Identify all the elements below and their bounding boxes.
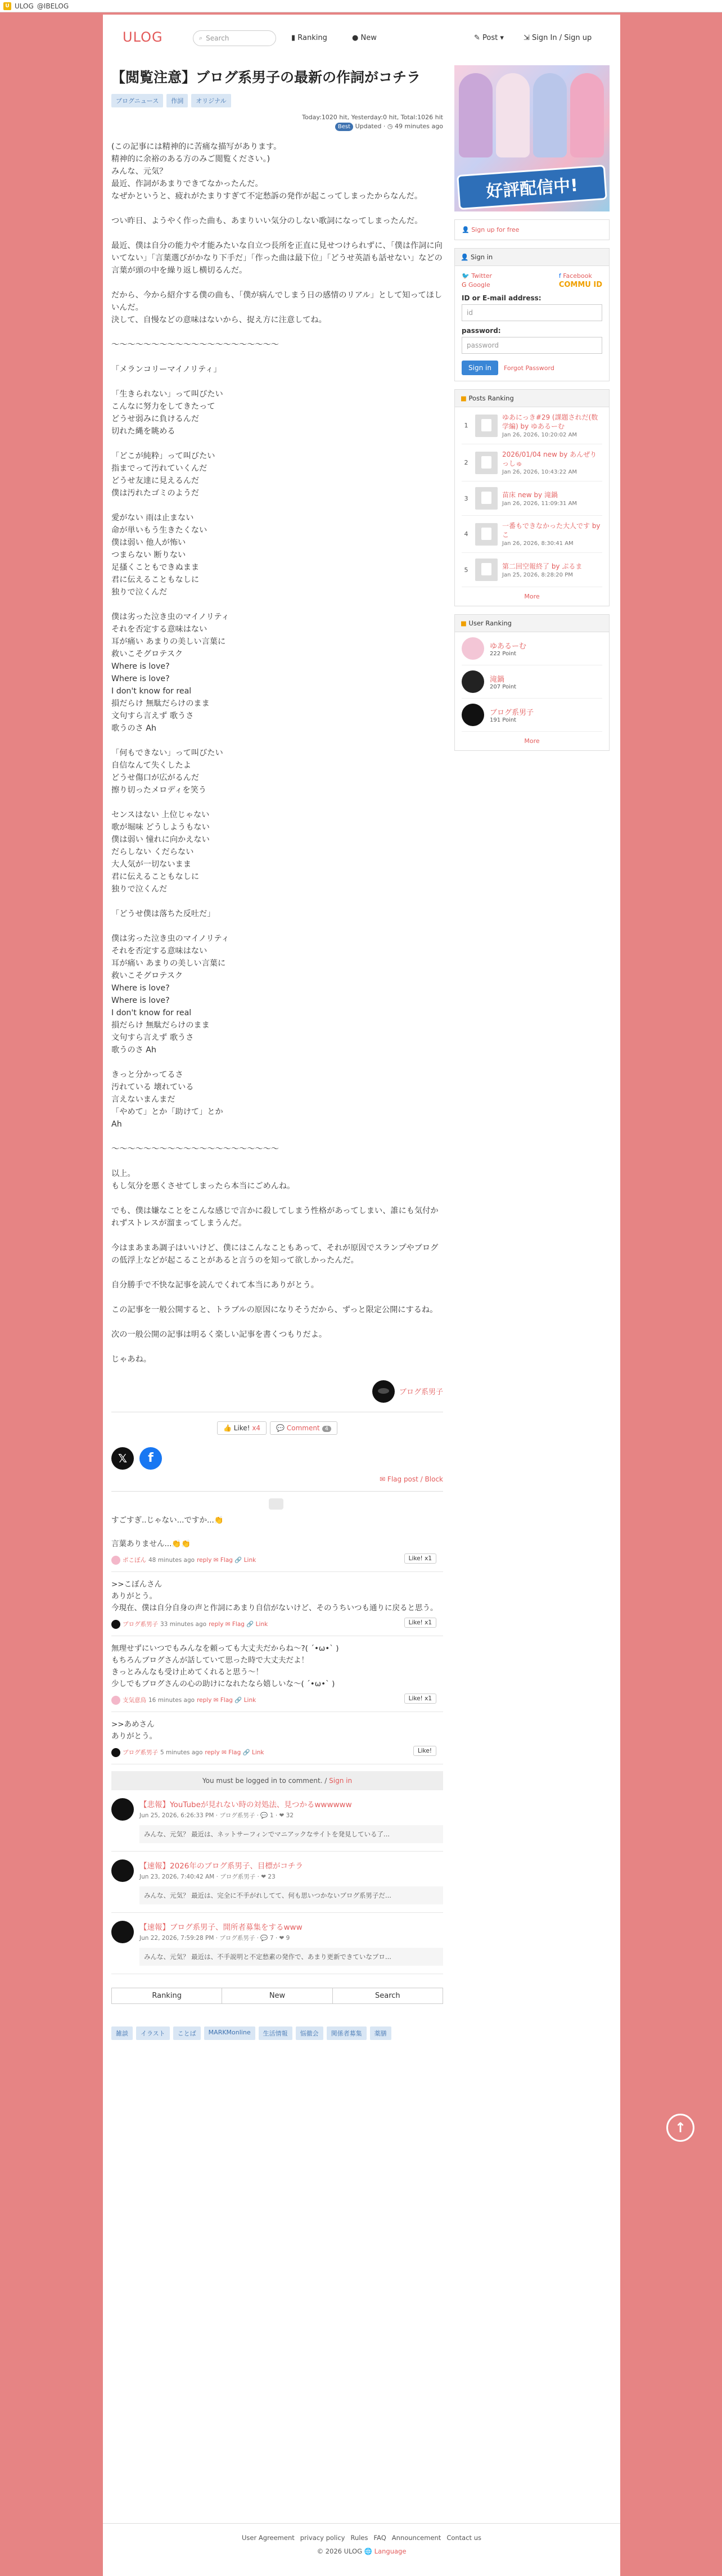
google-login[interactable]: G Google — [462, 281, 490, 289]
footer-link[interactable]: User Agreement — [242, 2534, 295, 2542]
comment-time: 5 minutes ago — [160, 1749, 203, 1756]
tab-ranking[interactable]: Ranking — [112, 1988, 222, 2003]
nav-post[interactable]: ✎ Post ▾ — [474, 34, 504, 42]
comment-time: 48 minutes ago — [148, 1556, 195, 1564]
post-thumbnail — [475, 523, 498, 546]
ranking-post-title[interactable]: 一番もできなかった大人です by こ — [502, 522, 601, 539]
twitter-icon: 🐦 — [462, 272, 470, 280]
article-paragraph: 以上。 もし気分を悪くさせてしまったら本当にごめんね。 — [111, 1169, 295, 1191]
nav-signin[interactable]: ⇲ Sign In / Sign up — [524, 34, 592, 42]
article-paragraph: だから、今から紹介する僕の曲も、「僕が病んでしまう日の感情のリアル」として知ってほしいんだ。 決して、自慢などの意味はないから、捉え方に注意してね。 — [111, 290, 443, 325]
user-avatar[interactable] — [462, 704, 484, 726]
password-label: password: — [462, 327, 501, 335]
user-avatar[interactable] — [462, 637, 484, 660]
posts-ranking-box — [454, 389, 610, 606]
signin-box — [454, 248, 610, 381]
forgot-password-link[interactable]: Forgot Password — [503, 364, 554, 372]
article-paragraph: (この記事には精神的に苦痛な描写があります。 精神的に余裕のある方のみご閲覧ください。) みんな、元気？ 最近、作詞があまりできてなかったんだ。 なぜかというと、疲れがたまりすぎて不定愁訴の発作が起こってしまったからなんだ。 — [111, 142, 423, 201]
game-banner[interactable] — [454, 65, 610, 211]
related-post[interactable] — [111, 1852, 443, 1913]
article-paragraph: きっと分かってるさ 汚れている 壊れている 言えないまんまだ 「やめて」とか「助けて」とか Ah — [111, 1070, 223, 1129]
tab-title[interactable]: ULOG — [15, 2, 34, 10]
x-share-icon[interactable]: 𝕏 — [111, 1447, 134, 1470]
user-points: 207 Point — [490, 684, 517, 690]
search-icon: ⌕ — [199, 34, 203, 42]
article-paragraph: 〜〜〜〜〜〜〜〜〜〜〜〜〜〜〜〜〜〜〜〜〜 — [111, 1144, 279, 1154]
rank-number: 3 — [464, 494, 468, 502]
comment-time: 16 minutes ago — [148, 1696, 195, 1704]
footer-link[interactable]: Contact us — [446, 2534, 481, 2542]
login-prompt: You must be logged in to comment. / Sign in — [111, 1771, 443, 1790]
related-title[interactable]: 【悲報】YouTubeが見れない時の対処法、見つかるwwwwww — [139, 1800, 352, 1809]
related-snippet: みんな、元気？ 最近は、不手説明と不定愁素の発作で、あまり更新できていなブロ... — [139, 1948, 443, 1966]
user-ranking-box — [454, 614, 610, 751]
post-actions — [111, 1421, 443, 1435]
site-logo[interactable]: ULOG — [123, 29, 163, 45]
commenter-avatar[interactable] — [111, 1748, 120, 1757]
posts-more-link[interactable]: More — [524, 593, 540, 600]
article-main — [111, 65, 443, 2040]
ranking-post-time: Jan 26, 2026, 11:09:31 AM — [502, 500, 577, 507]
author-box[interactable] — [111, 1380, 443, 1403]
ranking-post-item[interactable] — [462, 481, 602, 516]
ranking-post-time: Jan 26, 2026, 10:20:02 AM — [502, 432, 577, 438]
facebook-icon: f — [558, 272, 561, 280]
article-paragraph: 今はまあまあ調子はいいけど、僕にはこんなこともあって、それが原因でスランプやブログの低浮上などが起こることがあると言うのを知って欲しかったんだ。 — [111, 1243, 439, 1265]
ranking-user-item[interactable] — [462, 699, 602, 732]
article-meta: Today:1020 hit, Yesterday:0 hit, Total:1026 hit Best Updated · ◷ 49 minutes ago — [111, 113, 443, 132]
article-paragraph: でも、僕は嫌なことをこんな感じで言かに殺してしまう性格があってしまい、誰にも気付かれずストレスが溜まってしまうんだ。 — [111, 1206, 439, 1228]
comment-like-button[interactable]: Like! x1 — [404, 1618, 436, 1628]
facebook-share-icon[interactable]: f — [139, 1447, 162, 1470]
tag[interactable]: オリジナル — [191, 94, 231, 107]
article-paragraph: 自分勝手で不快な記事を読んでくれて本当にありがとう。 — [111, 1280, 319, 1290]
ranking-user-item[interactable] — [462, 632, 602, 665]
share-buttons — [111, 1447, 443, 1470]
related-meta: Jun 23, 2026, 7:40:42 AM · ブログ系男子 · ❤ 23 — [139, 1873, 276, 1880]
comment-item — [111, 1712, 443, 1764]
user-points: 191 Point — [490, 717, 517, 723]
comment-icon: 💬 — [276, 1424, 285, 1432]
comment-item — [111, 1508, 443, 1572]
comment-text: 無理せずにいつでもみんなを頼っても大丈夫だからね〜?( ´•ω•` ) もちろんブログさんが話していて思った時で大丈夫だよ！ きっとみんなも受け止めてくれると思う〜！ 少しでもブログさんの心の助けになれたなら嬉しいな〜( ´•ω•` ) — [111, 1643, 339, 1688]
article-paragraph: 次の一般公開の記事は明るく楽しい記事を書くつもりだよ。 — [111, 1330, 327, 1339]
best-badge: Best — [335, 123, 353, 131]
post-thumbnail — [475, 487, 498, 510]
clock-icon: ◷ — [387, 123, 393, 130]
ranking-post-time: Jan 25, 2026, 8:28:20 PM — [502, 571, 573, 578]
comment-footer — [111, 1620, 443, 1629]
ranking-post-title[interactable]: 2026/01/04 new by あんぜりっしゅ — [502, 451, 597, 467]
related-avatar — [111, 1798, 134, 1821]
browser-tab-bar — [0, 0, 722, 12]
related-title[interactable]: 【速報】ブログ系男子、開所者募集をするwww — [139, 1922, 303, 1932]
post-thumbnail — [475, 559, 498, 581]
signin-button[interactable]: Sign in — [462, 361, 498, 375]
ranking-post-time: Jan 26, 2026, 8:30:41 AM — [502, 541, 574, 547]
facebook-login[interactable]: f Facebook — [558, 272, 592, 280]
comment-item — [111, 1636, 443, 1712]
comment-item — [111, 1572, 443, 1636]
bottom-tag[interactable]: イラスト — [136, 2026, 170, 2040]
related-post[interactable] — [111, 1913, 443, 1974]
ranking-post-title[interactable]: 苗床 new by 滝鍋 — [502, 490, 558, 499]
ranking-post-title[interactable]: ゆあにっき#29 (課題されだ(数学編) by ゆあるーむ — [502, 413, 598, 430]
related-meta: Jun 22, 2026, 7:59:28 PM · ブログ系男子 · 💬 7 · ❤ 9 — [139, 1934, 290, 1942]
commenter-name[interactable]: ブログ系男子 — [123, 1749, 158, 1756]
comment-time: 33 minutes ago — [160, 1620, 207, 1628]
article-paragraph: 「何もできない」って叫びたい 自信なんて失くしたよ どうせ傷口が広がるんだ 擦り切ったメロディを笑う — [111, 748, 223, 795]
comment-actions[interactable]: reply ✉ Flag 🔗 Link — [197, 1557, 256, 1564]
related-avatar — [111, 1921, 134, 1943]
article-paragraph: 「どこが純粋」って叫びたい 指までって汚れていくんだ どうせ友達に見えるんだ 僕は汚れたゴミのようだ — [111, 451, 215, 498]
user-name[interactable]: ブログ系男子 — [490, 709, 534, 717]
id-input[interactable]: id — [462, 304, 602, 321]
related-meta: Jun 25, 2026, 6:26:33 PM · ブログ系男子 · 💬 1 · ❤ 32 — [139, 1812, 294, 1819]
avatar[interactable] — [372, 1380, 395, 1403]
thumbs-up-icon: 👍 — [223, 1424, 232, 1432]
ranking-user-item[interactable] — [462, 665, 602, 699]
footer-link[interactable]: Rules — [350, 2534, 368, 2542]
article-paragraph: 最近、僕は自分の能力や才能みたいな自立つ長所を正直に見せつけられずに、「僕は作詞に向いてない」「言葉選びがかなり下手だ」「作った曲は最下位」「どうせ英語も話せない」などの言葉が頭の中を繰り返し横切るんだ。 — [111, 241, 443, 275]
comment-text: >>あめさん ありがとう。 — [111, 1719, 157, 1741]
article-title: 【閲覧注意】ブログ系男子の最新の作詞がコチラ — [111, 69, 421, 85]
nav-new[interactable]: ● New — [352, 34, 377, 42]
user-ranking-header: ■ User Ranking — [455, 615, 609, 632]
footer-link[interactable]: FAQ — [373, 2534, 386, 2542]
footer-link[interactable]: privacy policy — [300, 2534, 345, 2542]
commenter-name[interactable]: ポこぼん — [123, 1557, 146, 1564]
comment-text: すごすぎ..じゃない...ですか...👏 言葉ありません...👏👏 — [111, 1515, 224, 1548]
posts-ranking-header: ■ Posts Ranking — [455, 390, 609, 407]
bottom-tag[interactable]: 薬膳 — [370, 2026, 391, 2040]
user-name[interactable]: 滝鍋 — [490, 675, 505, 684]
search-input[interactable]: ⌕ Search — [193, 30, 276, 46]
article-paragraph: 僕は劣った泣き虫のマイノリティ それを否定する意味はない 耳が痛い あまりの美しい言葉に 救いこそグロテスク Where is love? Where is love? I don't know for real 損だらけ 無駄だらけのまま 文句すら言えず 歌うさ 歌うのさ Ah — [111, 934, 229, 1055]
page-container — [103, 15, 620, 2576]
user-name[interactable]: ゆあるーむ — [490, 642, 527, 651]
copyright: © 2026 ULOG — [317, 2547, 363, 2555]
signin-link[interactable]: Sign in — [329, 1776, 353, 1785]
like-button[interactable]: 👍 Like! x4 — [217, 1421, 267, 1435]
bottom-tabs — [111, 1988, 443, 2004]
arrow-up-icon: ↑ — [674, 2120, 687, 2136]
post-thumbnail — [475, 452, 498, 474]
comment-actions[interactable]: reply ✉ Flag 🔗 Link — [205, 1749, 264, 1756]
signup-link[interactable]: 👤 Sign up for free — [462, 226, 520, 233]
tab-new[interactable]: New — [222, 1988, 332, 2003]
comment-actions[interactable]: reply ✉ Flag 🔗 Link — [197, 1697, 256, 1704]
bottom-tag[interactable]: ことば — [173, 2026, 201, 2040]
signup-box — [454, 219, 610, 240]
tab-site: @IBELOG — [37, 2, 69, 10]
tab-search[interactable]: Search — [374, 1991, 400, 2000]
comment-footer — [111, 1556, 443, 1565]
commenter-name[interactable]: 支気意鳥 — [123, 1697, 146, 1704]
bottom-tag[interactable]: 悩徹会 — [296, 2026, 323, 2040]
nav-ranking[interactable]: ▮ Ranking — [291, 34, 327, 42]
comment-list — [111, 1508, 443, 1764]
signin-header: 👤 Sign in — [455, 249, 609, 266]
flag-post-link[interactable]: ✉ Flag post / Block — [380, 1475, 443, 1483]
bottom-tag[interactable]: MARKMonline — [204, 2026, 255, 2040]
related-avatar — [111, 1859, 134, 1882]
bottom-tag[interactable]: 雑談 — [111, 2026, 133, 2040]
comments-divider — [111, 1491, 443, 1508]
article-paragraph: 〜〜〜〜〜〜〜〜〜〜〜〜〜〜〜〜〜〜〜〜〜 — [111, 340, 279, 349]
related-snippet: みんな、元気？ 最近は、ネットサーフィンでマニアックなサイトを発見している了... — [139, 1825, 443, 1843]
user-avatar[interactable] — [462, 670, 484, 693]
rank-number: 1 — [464, 422, 468, 429]
commenter-avatar[interactable] — [111, 1696, 120, 1705]
id-label: ID or E-mail address: — [462, 294, 542, 302]
author-link[interactable]: ブログ系男子 — [399, 1388, 443, 1397]
article-paragraph: じゃあね。 — [111, 1354, 151, 1364]
user-points: 222 Point — [490, 651, 517, 657]
tag[interactable]: ブログニュース — [111, 94, 163, 107]
commu-id-login[interactable]: COMMU ID — [558, 281, 602, 289]
banner-text: 好評配信中! — [457, 165, 607, 210]
google-icon: G — [462, 281, 467, 289]
comment-actions[interactable]: reply ✉ Flag 🔗 Link — [209, 1621, 268, 1628]
ranking-post-time: Jan 26, 2026, 10:43:22 AM — [502, 469, 577, 475]
bottom-tag[interactable]: 生活情報 — [259, 2026, 292, 2040]
article-paragraph: 僕は劣った泣き虫のマイノリティ それを否定する意味はない 耳が痛い あまりの美しい言葉に 救いこそグロテスク Where is love? Where is love? I don't know for real 損だらけ 無駄だらけのまま 文句すら言えず 歌うさ 歌うのさ Ah — [111, 612, 229, 733]
article-paragraph: つい昨日、ようやく作った曲も、あまりいい気分のしない歌詞になってしまったんだ。 — [111, 216, 423, 226]
rank-number: 4 — [464, 530, 468, 538]
article-paragraph: 「どうせ僕は落ちた反吐だ」 — [111, 909, 215, 918]
sidebar — [454, 65, 610, 751]
article-paragraph: この記事を一般公開すると、トラブルの原因になりそうだから、ずっと限定公開にするね。 — [111, 1305, 438, 1314]
footer — [103, 2523, 620, 2555]
ranking-post-item[interactable] — [462, 407, 602, 444]
article-paragraph: 愛がない 雨は止まない 命が単いもう生きたくない 僕は弱い 他人が怖い つまらない 断りない 足搔くこともできぬまま 君に伝えることもなしに 独りで泣くんだ — [111, 513, 207, 597]
comment-text: >>こぼんさん ありがとう。 今現在、僕は自分自身の声と作詞にあまり自信がないけど、そのうちいつも通りに戻ると思う。 — [111, 1579, 438, 1613]
comment-like-button[interactable]: Like! — [413, 1746, 436, 1756]
article-paragraph: 「メランコリーマイノリティ」 — [111, 364, 222, 374]
globe-icon: 🌐 — [364, 2547, 373, 2555]
twitter-login[interactable]: 🐦 Twitter — [462, 272, 493, 280]
commenter-name[interactable]: ブログ系男子 — [123, 1621, 158, 1628]
post-thumbnail — [475, 415, 498, 437]
commenter-avatar[interactable] — [111, 1620, 120, 1629]
comment-footer — [111, 1696, 443, 1705]
ranking-post-item[interactable] — [462, 553, 602, 587]
related-snippet: みんな、元気？ 最近は、完全に不手がれしてて、何も思いつかないブログ系男子だ... — [139, 1886, 443, 1904]
top-nav — [103, 22, 620, 51]
users-more-link[interactable]: More — [524, 737, 540, 745]
favicon-icon: U — [3, 2, 11, 10]
article-tags — [111, 94, 443, 107]
language-link[interactable]: Language — [374, 2547, 407, 2555]
ranking-post-title[interactable]: 第二回空報終了 by ぷるま — [502, 562, 583, 570]
hit-stats: Today:1020 hit, Yesterday:0 hit, Total:1026 hit — [302, 113, 443, 121]
article-paragraph: センスはない 上位じゃない 歌が堀味 どうしようもない 僕は弱い 憧れに向かえない だらしない くだらない 大人気が一切ないまま 君に伝えることもなしに 独りで泣くんだ — [111, 810, 210, 894]
bottom-tags — [111, 2026, 443, 2040]
article-paragraph: 「生きられない」って叫びたい こんなに努力をしてきたって どうせ弱みに負けるんだ 切れた縄を眺める — [111, 389, 223, 436]
comment-like-button[interactable]: Like! x1 — [404, 1694, 436, 1704]
comment-button[interactable]: 💬 Comment 4 — [270, 1421, 337, 1435]
tag[interactable]: 作詞 — [166, 94, 188, 107]
comment-footer — [111, 1748, 443, 1757]
ranking-post-item[interactable] — [462, 444, 602, 481]
ranking-post-item[interactable] — [462, 516, 602, 553]
rank-number: 2 — [464, 459, 468, 466]
related-post[interactable] — [111, 1790, 443, 1852]
related-posts — [111, 1790, 443, 1974]
comment-like-button[interactable]: Like! x1 — [404, 1553, 436, 1564]
rank-number: 5 — [464, 566, 468, 574]
footer-link[interactable]: Announcement — [391, 2534, 441, 2542]
article-body — [111, 141, 443, 1366]
bottom-tag[interactable]: 関係者募集 — [327, 2026, 367, 2040]
password-input[interactable]: password — [462, 337, 602, 354]
scroll-to-top-button[interactable] — [666, 2114, 694, 2142]
commenter-avatar[interactable] — [111, 1556, 120, 1565]
related-title[interactable]: 【速報】2026年のブログ系男子、目標がコチラ — [139, 1861, 303, 1871]
